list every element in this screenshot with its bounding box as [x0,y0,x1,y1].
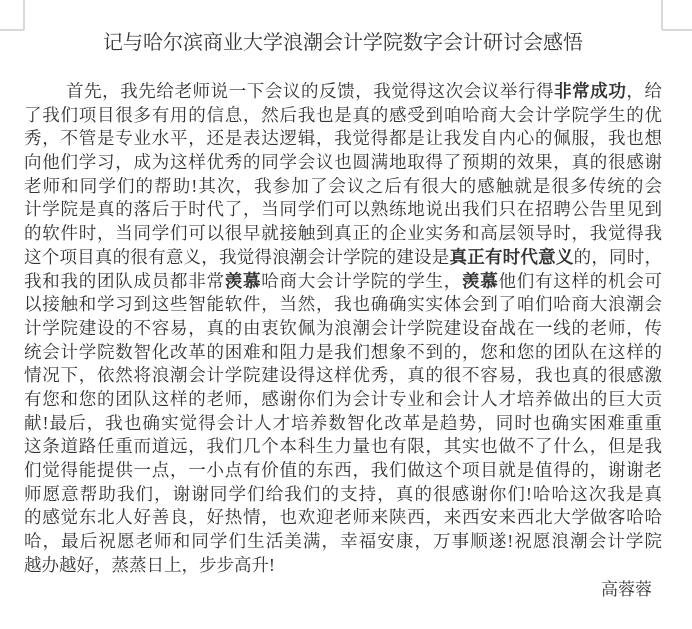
body-line [24,127,662,151]
text-segment: 这个项目真的很有意义，我觉得浪潮会计学院的建设是 [24,246,450,267]
text-segment: 情况下，依然将浪潮会计学院建设得这样优秀，真的很不容易，我也真的很感激 [24,365,662,386]
body-line [24,364,662,388]
body-line [24,483,662,507]
text-segment: 计学院建设的不容易，真的由衷钦佩为浪潮会计学院建设奋战在一线的老师，传 [24,317,662,338]
body-line [24,459,662,483]
body-line [24,80,662,104]
bold-emphasis-text: 真正有时代意义 [449,246,574,267]
signature: 高蓉蓉 [601,580,652,599]
margin-crop-mark-top-right-vertical [661,0,663,30]
body-line [24,341,662,365]
text-segment: 越办越好，蒸蒸日上，步步高升! [24,554,275,575]
text-segment: 这条道路任重而道远，我们几个本科生力量也有限，其实也做不了什么，但是我 [24,436,662,457]
body-line [24,104,662,128]
body-line [24,198,662,222]
text-segment: 老师和同学们的帮助!其次，我参加了会议之后有很大的感触就是很多传统的会 [24,175,662,196]
body-line [24,412,662,436]
body-line [24,246,662,270]
text-segment: 向他们学习，成为这样优秀的同学会议也圆满地取得了预期的效果，真的很感谢 [24,152,662,173]
document-body-paragraph [24,80,662,577]
text-segment: 的软件时，当同学们可以很早就接触到真正的企业实务和高层领导时，我觉得我 [24,223,662,244]
body-line [24,222,662,246]
margin-crop-mark-top-right-horizontal [662,29,692,31]
body-line [24,151,662,175]
text-segment: ，给 [626,81,662,101]
text-segment: 献!最后，我也确实觉得会计人才培养数智化改革是趋势，同时也确实困难重重 [24,412,662,433]
body-line [24,506,662,530]
document-title: 记与哈尔滨商业大学浪潮会计学院数字会计研讨会感悟 [103,32,583,54]
text-segment: 的，同时， [573,246,662,267]
body-line [24,317,662,341]
body-line [24,388,662,412]
text-segment: 计学院是真的落后于时代了，当同学们可以熟练地说出我们只在招聘公告里见到 [24,199,662,220]
text-segment: 秀，不管是专业水平，还是表达逻辑，我觉得都是让我发自内心的佩服，我也想 [24,128,662,149]
text-segment: 他们有这样的机会可 [498,270,662,291]
text-segment: 我和我的团队成员都非常 [24,270,225,291]
bold-emphasis-text: 羡慕 [462,270,499,291]
body-line [24,554,662,578]
body-line [24,175,662,199]
text-segment: 哈，最后祝愿老师和同学们生活美满，幸福安康，万事顺遂!祝愿浪潮会计学院 [24,531,662,552]
text-segment: 以接触和学习到这些智能软件，当然，我也确确实实体会到了咱们哈商大浪潮会 [24,294,662,315]
text-segment: 有您和您的团队这样的老师，感谢你们为会计专业和会计人才培养做出的巨大贡 [24,388,662,409]
text-segment: 了我们项目很多有用的信息，然后我也是真的感受到咱哈商大会计学院学生的优 [24,104,662,125]
margin-crop-mark-top-left-vertical [23,0,25,30]
text-segment: 们觉得能提供一点，一小点有价值的东西，我们做这个项目就是值得的，谢谢老 [24,460,662,480]
text-segment: 的感觉东北人好善良，好热情，也欢迎老师来陕西，来西安来西北大学做客哈哈 [24,507,662,528]
body-line [24,293,662,317]
bold-emphasis-text: 羡慕 [224,270,262,291]
margin-crop-mark-top-left-horizontal [0,29,24,31]
text-segment: 师愿意帮助我们，谢谢同学们给我们的支持，真的很感谢你们!哈哈这次我是真 [24,483,662,504]
bold-emphasis-text: 非常成功 [554,81,627,101]
body-line [24,530,662,554]
text-segment: 哈商大会计学院的学生， [261,270,462,291]
body-line [24,270,662,294]
text-segment: 首先，我先给老师说一下会议的反馈，我觉得这次会议举行得 [66,81,555,101]
body-line [24,435,662,459]
text-segment: 统会计学院数智化改革的困难和阻力是我们想象不到的，您和您的团队在这样的 [24,341,662,362]
